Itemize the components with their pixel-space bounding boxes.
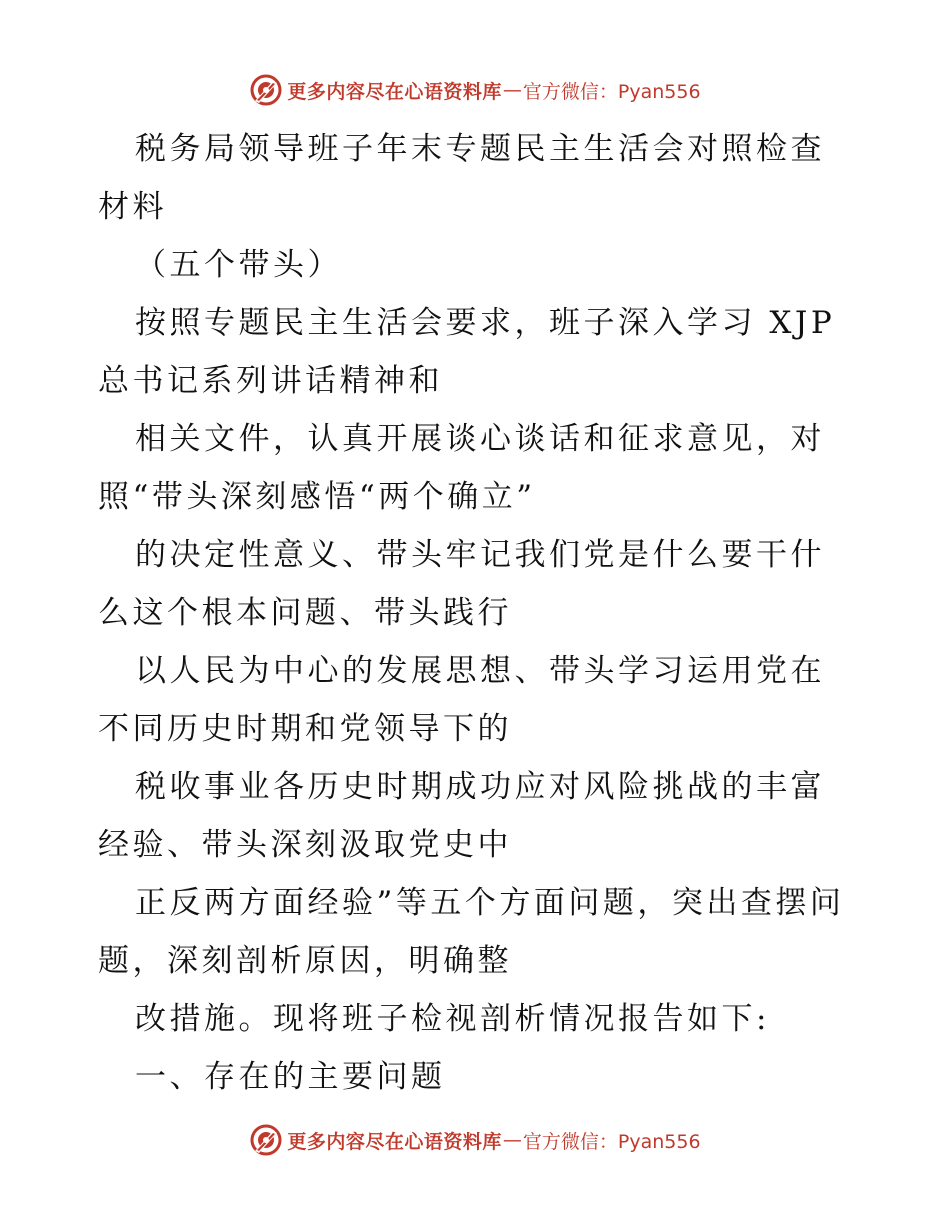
watermark-wechat: 官方微信：Pyan556	[522, 80, 701, 103]
paragraph-line: 按照专题民主生活会要求，班子深入学习 XJP 总书记系列讲话精神和	[98, 305, 836, 399]
paragraph-line: 改措施。现将班子检视剖析情况报告如下:	[135, 1001, 770, 1037]
pen-circle-logo-icon	[249, 73, 283, 107]
document-subtitle: （五个带头）	[135, 247, 342, 283]
watermark-brand: 更多内容尽在心语资料库	[287, 80, 502, 103]
paragraph-line: 相关文件，认真开展谈心谈话和征求意见，对照“带头深刻感悟“两个确立”	[98, 421, 825, 515]
paragraph-line: 的决定性意义、带头牢记我们党是什么要干什么这个根本问题、带头践行	[98, 537, 825, 631]
document-body	[98, 120, 858, 1106]
watermark-header	[0, 70, 950, 110]
watermark-wechat: 官方微信：Pyan556	[522, 1130, 701, 1153]
paragraph-line: 正反两方面经验”等五个方面问题，突出查摆问题，深刻剖析原因，明确整	[98, 885, 845, 979]
pen-circle-logo-icon	[249, 1123, 283, 1157]
watermark-separator: —	[502, 79, 522, 101]
document-title: 税务局领导班子年末专题民主生活会对照检查材料	[98, 131, 825, 225]
watermark-brand: 更多内容尽在心语资料库	[287, 1130, 502, 1153]
watermark-footer	[0, 1120, 950, 1160]
watermark-separator: —	[502, 1129, 522, 1151]
section-heading: 一、存在的主要问题	[135, 1059, 446, 1095]
paragraph-line: 以人民为中心的发展思想、带头学习运用党在不同历史时期和党领导下的	[98, 653, 825, 747]
paragraph-line: 税收事业各历史时期成功应对风险挑战的丰富经验、带头深刻汲取党史中	[98, 769, 825, 863]
